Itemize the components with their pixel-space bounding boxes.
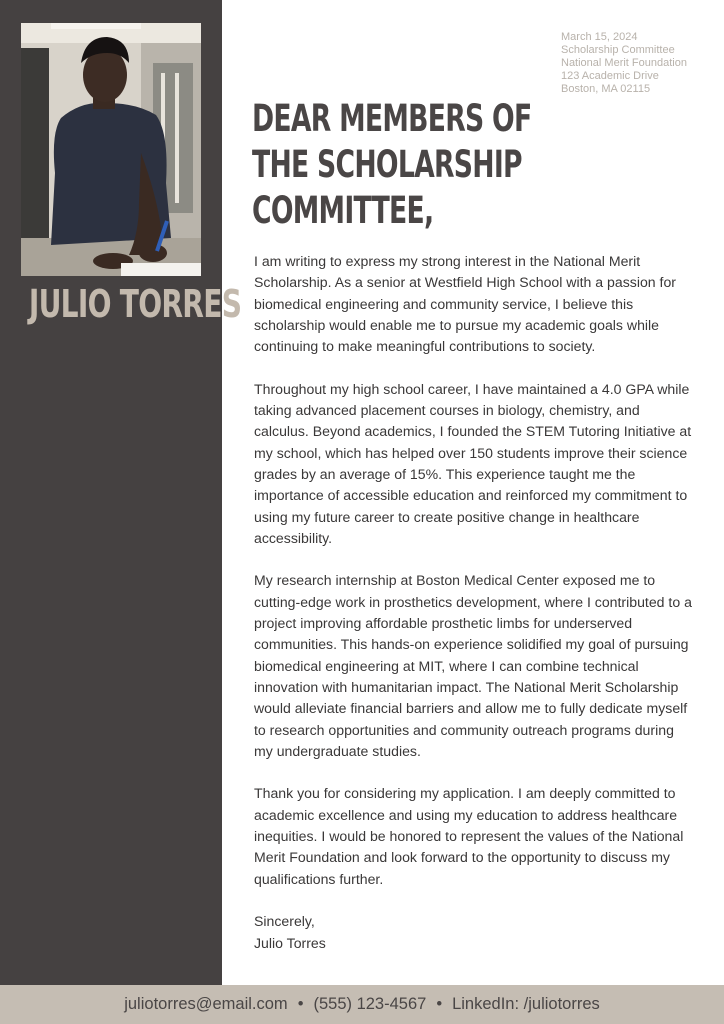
letter-signature: Julio Torres (254, 934, 326, 951)
recipient-block (561, 31, 687, 96)
separator-dot: • (297, 995, 304, 1013)
phone-number[interactable]: (555) 123-4567 (313, 995, 427, 1013)
profile-photo (21, 23, 201, 276)
applicant-name: JULIO TORRES (28, 282, 242, 326)
sidebar (0, 0, 242, 985)
recipient-line: 123 Academic Drive (561, 70, 659, 82)
salutation-line: DEAR MEMBERS OF (252, 97, 532, 140)
linkedin-link[interactable]: LinkedIn: /juliotorres (452, 995, 600, 1013)
letter-paragraph: I am writing to express my strong interest in the National Merit Scholarship. As a senior at Westfield High School with a passion for biomedical engineering and community service, I believe this scholarship would enable me to pursue my academic goals while continuing to make meaningful contributions to society. (254, 253, 676, 355)
letter-paragraph: My research internship at Boston Medical Center exposed me to cutting-edge work in prosthetics development, where I contributed to a project improving affordable prosthetic limbs for underserved communities. This hands-on experience solidified my goal of pursuing biomedical engineering at MIT, where I can combine technical innovation with humanitarian impact. The National Merit Scholarship would alleviate financial barriers and allow me to fully dedicate myself to research opportunities and community outreach programs during my undergraduate studies. (254, 572, 692, 759)
salutation-line: THE SCHOLARSHIP (252, 143, 522, 186)
letter-paragraph: Thank you for considering my application. I am deeply committed to academic excellence and using my education to address healthcare inequities. I would be honored to represent the values of the National Merit Foundation and look forward to the opportunity to discuss my qualifications further. (254, 785, 684, 887)
letter-closing: Sincerely, (254, 913, 315, 930)
salutation-line: COMMITTEE, (252, 189, 434, 232)
salutation-heading (252, 96, 532, 234)
separator-dot: • (436, 995, 443, 1013)
recipient-line: National Merit Foundation (561, 57, 687, 69)
contact-footer (0, 985, 724, 1024)
letter-paragraph: Throughout my high school career, I have maintained a 4.0 GPA while taking advanced placement courses in biology, chemistry, and calculus. Beyond academics, I founded the STEM Tutoring Initiative at my school, which has helped over 150 students improve their science grades by an average of 15%. This experience taught me the importance of accessible education and reinforced my commitment to using my future career to create positive change in healthcare accessibility. (254, 380, 692, 546)
recipient-line: Scholarship Committee (561, 44, 675, 56)
email-link[interactable]: juliotorres@email.com (124, 995, 288, 1013)
recipient-line: Boston, MA 02115 (561, 83, 651, 95)
letter-date: March 15, 2024 (561, 31, 638, 43)
letter-body (254, 251, 694, 954)
